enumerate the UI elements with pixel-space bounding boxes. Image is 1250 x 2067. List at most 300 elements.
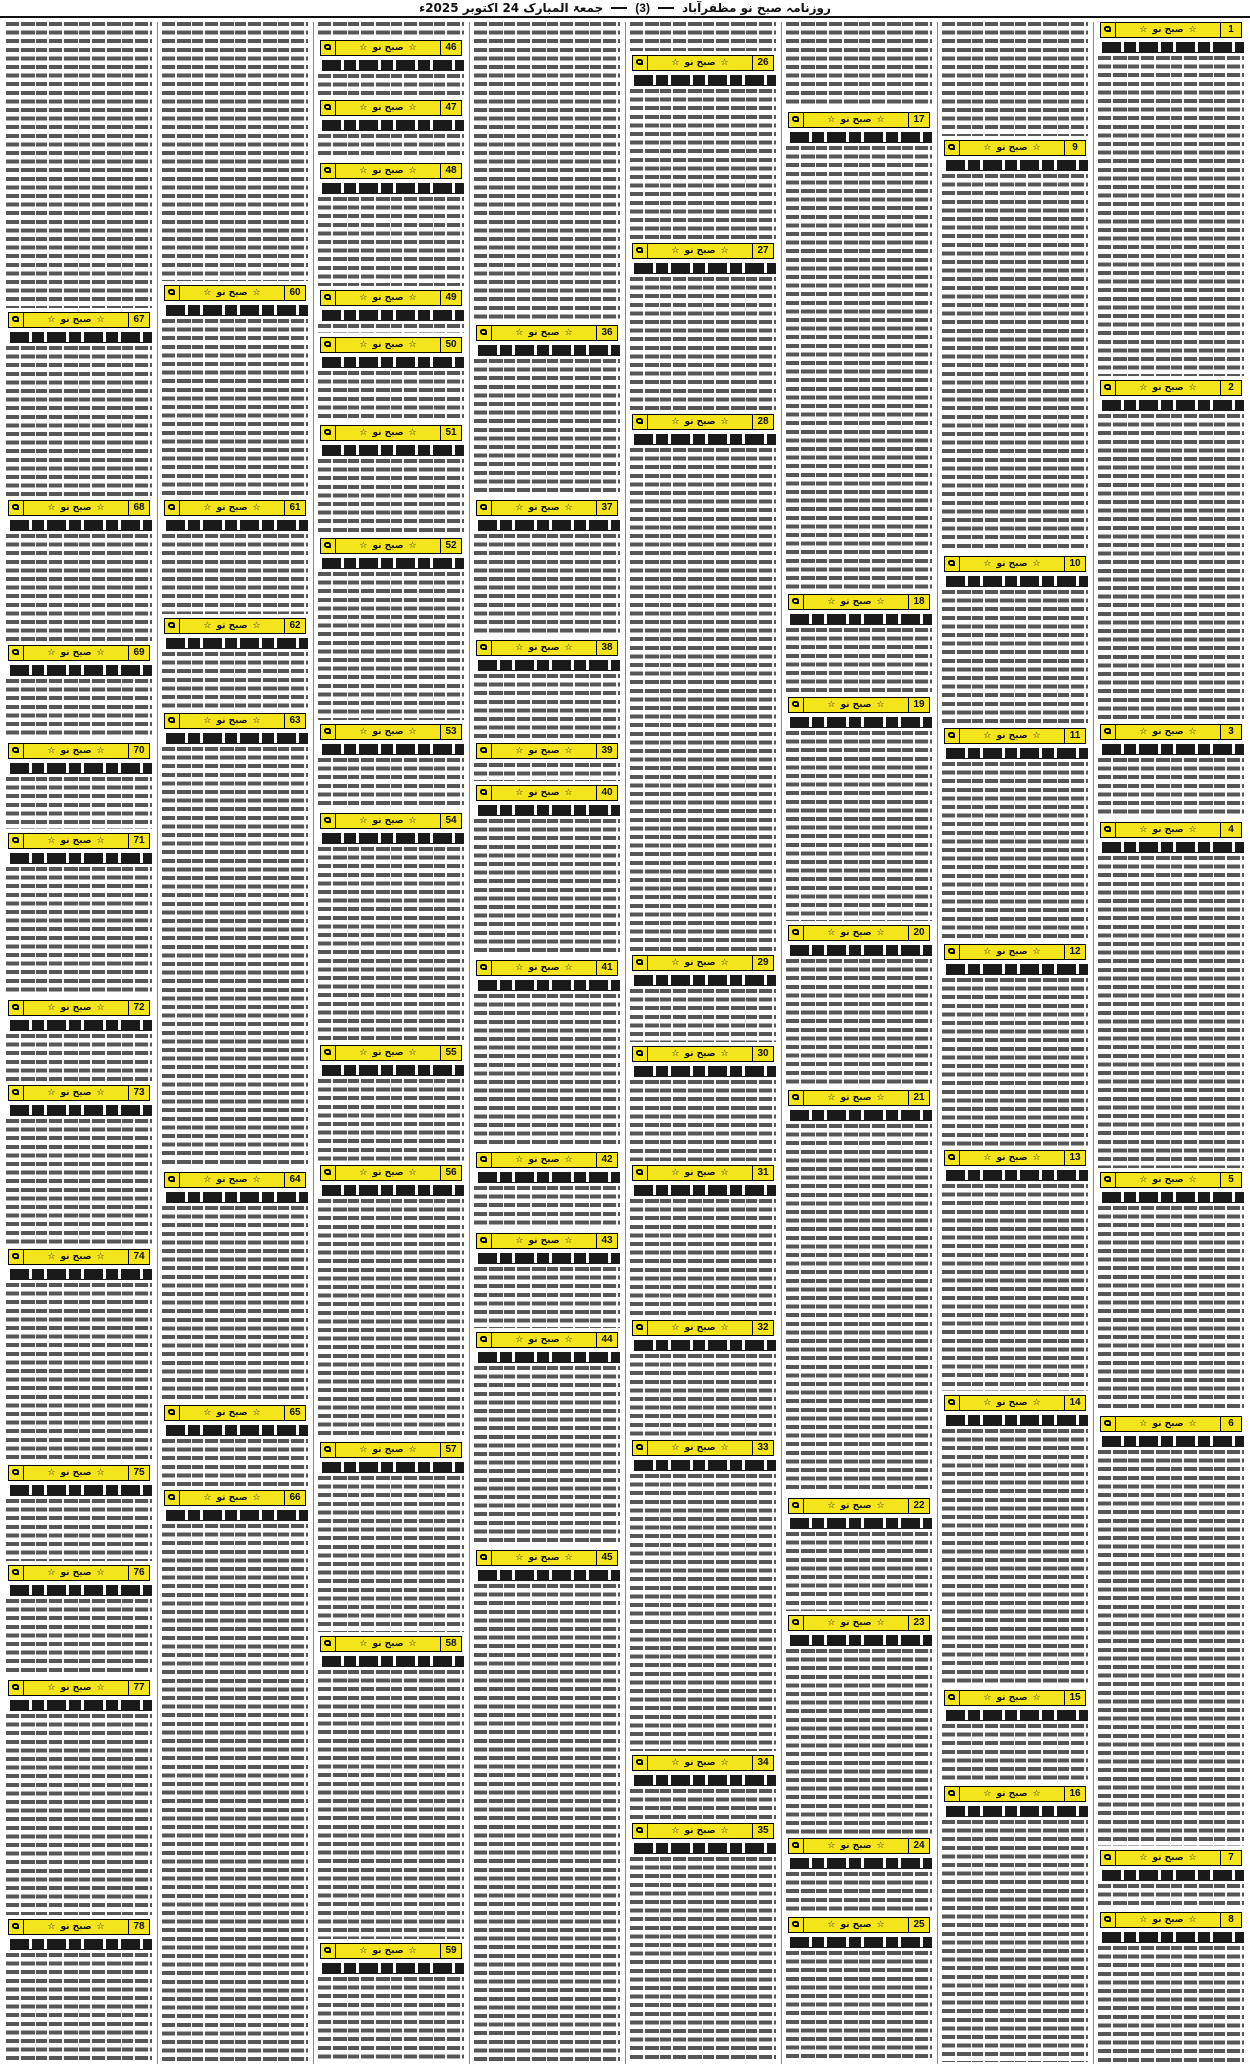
article-body xyxy=(786,22,932,108)
paper-logo-icon xyxy=(945,1691,960,1705)
item-label: صبح نو xyxy=(1152,382,1184,393)
item-label: صبح نو xyxy=(216,287,248,298)
item-number: 15 xyxy=(1064,1691,1085,1705)
item-label-group xyxy=(1116,381,1220,395)
star-icon: ☆ xyxy=(827,1500,836,1511)
star-icon: ☆ xyxy=(1032,1152,1041,1163)
article-headline xyxy=(1102,42,1244,53)
article-headline xyxy=(322,744,464,755)
article-body xyxy=(474,1186,620,1229)
article-headline xyxy=(1102,842,1244,853)
article-body xyxy=(318,572,464,720)
paper-logo-icon xyxy=(1101,1173,1116,1187)
news-item-header xyxy=(1100,822,1242,838)
star-icon: ☆ xyxy=(96,1682,105,1693)
item-label-group xyxy=(336,814,440,828)
article-headline xyxy=(322,558,464,569)
paper-logo-icon xyxy=(945,1396,960,1410)
item-label-group xyxy=(180,1491,284,1505)
item-label: صبح نو xyxy=(60,1087,92,1098)
item-label-group xyxy=(960,729,1064,743)
article-body xyxy=(318,1670,464,1939)
news-item-header xyxy=(476,1332,618,1348)
star-icon: ☆ xyxy=(515,1154,524,1165)
item-label: صبح نو xyxy=(996,1692,1028,1703)
item-number: 61 xyxy=(284,501,305,515)
star-icon: ☆ xyxy=(203,502,212,513)
item-label-group xyxy=(336,41,440,55)
star-icon: ☆ xyxy=(876,1919,885,1930)
item-number: 22 xyxy=(908,1499,929,1513)
star-icon: ☆ xyxy=(827,699,836,710)
article-body xyxy=(630,1080,776,1161)
paper-logo-icon xyxy=(477,744,492,758)
star-icon: ☆ xyxy=(1032,1397,1041,1408)
item-label: صبح نو xyxy=(684,416,716,427)
item-label-group xyxy=(180,619,284,633)
star-icon: ☆ xyxy=(876,114,885,125)
item-number: 3 xyxy=(1220,725,1241,739)
star-icon: ☆ xyxy=(252,620,261,631)
item-label: صبح نو xyxy=(372,165,404,176)
article-body xyxy=(318,371,464,421)
star-icon: ☆ xyxy=(96,1002,105,1013)
item-label: صبح نو xyxy=(60,835,92,846)
paper-logo-icon xyxy=(9,313,24,327)
item-number: 50 xyxy=(440,338,461,352)
paper-logo-icon xyxy=(477,641,492,655)
paper-logo-icon xyxy=(945,1787,960,1801)
article-headline xyxy=(634,1066,776,1077)
paper-logo-icon xyxy=(9,1466,24,1480)
star-icon: ☆ xyxy=(564,787,573,798)
paper-logo-icon xyxy=(321,291,336,305)
item-number: 75 xyxy=(128,1466,149,1480)
item-label-group xyxy=(336,1944,440,1958)
item-number: 17 xyxy=(908,113,929,127)
news-item-header xyxy=(944,556,1086,572)
news-item-header xyxy=(320,1442,462,1458)
paper-logo-icon xyxy=(321,814,336,828)
news-item-header xyxy=(8,1000,150,1016)
item-label: صبح نو xyxy=(216,502,248,513)
paper-logo-icon xyxy=(1101,381,1116,395)
item-number: 1 xyxy=(1220,23,1241,37)
article-headline xyxy=(634,434,776,445)
article-headline xyxy=(10,1269,152,1280)
item-label: صبح نو xyxy=(684,1167,716,1178)
article-body xyxy=(1098,414,1244,720)
item-label: صبح نو xyxy=(996,142,1028,153)
news-column xyxy=(4,22,154,2064)
article-body xyxy=(630,277,776,410)
article-body xyxy=(6,679,152,739)
item-number: 57 xyxy=(440,1443,461,1457)
article-headline xyxy=(322,1185,464,1196)
paper-logo-icon xyxy=(165,1173,180,1187)
item-number: 53 xyxy=(440,725,461,739)
item-label-group xyxy=(1116,23,1220,37)
article-body xyxy=(1098,1884,1244,1908)
paper-logo-icon xyxy=(633,1441,648,1455)
star-icon: ☆ xyxy=(876,596,885,607)
news-item-header xyxy=(8,1085,150,1101)
news-item-header xyxy=(320,1636,462,1652)
item-label: صبح نو xyxy=(216,1407,248,1418)
star-icon: ☆ xyxy=(720,1167,729,1178)
item-label: صبح نو xyxy=(528,787,560,798)
article-headline xyxy=(478,520,620,531)
article-body xyxy=(162,534,308,614)
item-label-group xyxy=(24,313,128,327)
paper-logo-icon xyxy=(477,1153,492,1167)
star-icon: ☆ xyxy=(671,245,680,256)
star-icon: ☆ xyxy=(564,1552,573,1563)
paper-logo-icon xyxy=(789,698,804,712)
item-label: صبح نو xyxy=(1152,1914,1184,1925)
item-number: 6 xyxy=(1220,1417,1241,1431)
article-headline xyxy=(166,638,308,649)
star-icon: ☆ xyxy=(1188,1914,1197,1925)
star-icon: ☆ xyxy=(720,1048,729,1059)
news-columns xyxy=(0,22,1250,2064)
article-headline xyxy=(946,964,1088,975)
item-number: 60 xyxy=(284,286,305,300)
news-item-header xyxy=(788,594,930,610)
item-number: 46 xyxy=(440,41,461,55)
item-number: 2 xyxy=(1220,381,1241,395)
star-icon: ☆ xyxy=(1188,1174,1197,1185)
item-label: صبح نو xyxy=(216,715,248,726)
article-headline xyxy=(10,853,152,864)
paper-logo-icon xyxy=(945,141,960,155)
paper-logo-icon xyxy=(321,164,336,178)
news-column xyxy=(1096,22,1246,2064)
paper-logo-icon xyxy=(9,501,24,515)
news-item-header xyxy=(320,538,462,554)
paper-logo-icon xyxy=(321,539,336,553)
item-label-group xyxy=(648,1756,752,1770)
news-item-header xyxy=(8,1249,150,1265)
star-icon: ☆ xyxy=(408,1444,417,1455)
news-item-header xyxy=(320,813,462,829)
article-headline xyxy=(322,445,464,456)
item-label: صبح نو xyxy=(840,699,872,710)
article-headline xyxy=(322,833,464,844)
item-number: 12 xyxy=(1064,945,1085,959)
star-icon: ☆ xyxy=(252,1492,261,1503)
item-number: 9 xyxy=(1064,141,1085,155)
star-icon: ☆ xyxy=(671,1167,680,1178)
article-headline xyxy=(946,1806,1088,1817)
paper-logo-icon xyxy=(477,1551,492,1565)
page-number: (3) xyxy=(635,1,650,15)
paper-logo-icon xyxy=(789,926,804,940)
item-label: صبح نو xyxy=(528,1235,560,1246)
article-body xyxy=(162,319,308,496)
item-number: 24 xyxy=(908,1839,929,1853)
item-label-group xyxy=(24,744,128,758)
star-icon: ☆ xyxy=(359,540,368,551)
article-body xyxy=(6,1599,152,1676)
item-label: صبح نو xyxy=(216,1492,248,1503)
item-number: 56 xyxy=(440,1166,461,1180)
article-headline xyxy=(478,1253,620,1264)
item-number: 54 xyxy=(440,814,461,828)
item-number: 14 xyxy=(1064,1396,1085,1410)
star-icon: ☆ xyxy=(671,1757,680,1768)
item-label-group xyxy=(804,1616,908,1630)
news-item-header xyxy=(476,1233,618,1249)
star-icon: ☆ xyxy=(671,416,680,427)
item-label: صبح نو xyxy=(60,314,92,325)
star-icon: ☆ xyxy=(983,1788,992,1799)
article-body xyxy=(474,763,620,781)
article-body xyxy=(6,777,152,829)
news-item-header xyxy=(320,724,462,740)
star-icon: ☆ xyxy=(564,1235,573,1246)
article-body xyxy=(162,1206,308,1401)
news-item-header xyxy=(632,1320,774,1336)
star-icon: ☆ xyxy=(564,962,573,973)
news-item-header xyxy=(632,1165,774,1181)
item-number: 69 xyxy=(128,646,149,660)
item-label-group xyxy=(960,557,1064,571)
star-icon: ☆ xyxy=(96,647,105,658)
article-headline xyxy=(946,1415,1088,1426)
star-icon: ☆ xyxy=(252,502,261,513)
article-body xyxy=(6,346,152,496)
item-number: 30 xyxy=(752,1047,773,1061)
paper-logo-icon xyxy=(165,1406,180,1420)
item-number: 27 xyxy=(752,244,773,258)
item-number: 37 xyxy=(596,501,617,515)
item-label-group xyxy=(1116,725,1220,739)
item-label: صبح نو xyxy=(60,1467,92,1478)
paper-logo-icon xyxy=(321,338,336,352)
article-body xyxy=(1098,1450,1244,1846)
star-icon: ☆ xyxy=(983,558,992,569)
article-body xyxy=(318,1079,464,1161)
star-icon: ☆ xyxy=(827,596,836,607)
star-icon: ☆ xyxy=(359,1167,368,1178)
paper-logo-icon xyxy=(633,1824,648,1838)
star-icon: ☆ xyxy=(515,745,524,756)
news-item-header xyxy=(1100,22,1242,38)
news-item-header xyxy=(944,1395,1086,1411)
article-body xyxy=(318,197,464,286)
paper-logo-icon xyxy=(1101,725,1116,739)
article-body xyxy=(1098,1946,1244,2062)
article-headline xyxy=(10,520,152,531)
star-icon: ☆ xyxy=(1032,558,1041,569)
paper-logo-icon xyxy=(321,1637,336,1651)
star-icon: ☆ xyxy=(408,42,417,53)
item-label-group xyxy=(336,338,440,352)
article-headline xyxy=(478,980,620,991)
article-body xyxy=(318,324,464,333)
item-number: 8 xyxy=(1220,1913,1241,1927)
item-label-group xyxy=(24,1466,128,1480)
news-item-header xyxy=(476,325,618,341)
star-icon: ☆ xyxy=(1032,1692,1041,1703)
paper-logo-icon xyxy=(633,1166,648,1180)
news-column xyxy=(316,22,466,2064)
article-body xyxy=(630,1474,776,1751)
paper-logo-icon xyxy=(477,786,492,800)
item-label-group xyxy=(1116,1173,1220,1187)
item-label-group xyxy=(492,641,596,655)
article-headline xyxy=(322,310,464,321)
item-label-group xyxy=(960,945,1064,959)
item-label: صبح نو xyxy=(60,745,92,756)
star-icon: ☆ xyxy=(203,1407,212,1418)
item-label: صبح نو xyxy=(840,927,872,938)
star-icon: ☆ xyxy=(47,1002,56,1013)
article-body xyxy=(630,89,776,239)
item-number: 41 xyxy=(596,961,617,975)
paper-logo-icon xyxy=(321,426,336,440)
item-number: 43 xyxy=(596,1234,617,1248)
news-item-header xyxy=(944,1150,1086,1166)
item-label-group xyxy=(804,1839,908,1853)
paper-logo-icon xyxy=(789,1616,804,1630)
star-icon: ☆ xyxy=(720,1825,729,1836)
star-icon: ☆ xyxy=(983,1692,992,1703)
item-label: صبح نو xyxy=(684,245,716,256)
star-icon: ☆ xyxy=(203,1174,212,1185)
paper-logo-icon xyxy=(9,744,24,758)
item-number: 49 xyxy=(440,291,461,305)
star-icon: ☆ xyxy=(564,1154,573,1165)
item-label-group xyxy=(24,1681,128,1695)
star-icon: ☆ xyxy=(983,1397,992,1408)
news-item-header xyxy=(1100,380,1242,396)
article-body xyxy=(942,1724,1088,1782)
star-icon: ☆ xyxy=(1139,1418,1148,1429)
star-icon: ☆ xyxy=(47,1467,56,1478)
item-number: 4 xyxy=(1220,823,1241,837)
article-headline xyxy=(10,1105,152,1116)
star-icon: ☆ xyxy=(827,927,836,938)
item-label: صبح نو xyxy=(372,1638,404,1649)
star-icon: ☆ xyxy=(876,1617,885,1628)
item-number: 44 xyxy=(596,1333,617,1347)
item-number: 66 xyxy=(284,1491,305,1505)
star-icon: ☆ xyxy=(203,1492,212,1503)
item-number: 7 xyxy=(1220,1851,1241,1865)
star-icon: ☆ xyxy=(47,314,56,325)
news-item-header xyxy=(476,743,618,759)
item-number: 36 xyxy=(596,326,617,340)
news-item-header xyxy=(632,1823,774,1839)
news-item-header xyxy=(1100,724,1242,740)
item-label-group xyxy=(492,744,596,758)
star-icon: ☆ xyxy=(47,1921,56,1932)
article-headline xyxy=(166,520,308,531)
paper-logo-icon xyxy=(9,1681,24,1695)
article-headline xyxy=(322,1963,464,1974)
item-label: صبح نو xyxy=(60,1921,92,1932)
star-icon: ☆ xyxy=(1188,824,1197,835)
paper-logo-icon xyxy=(321,101,336,115)
article-headline xyxy=(634,1185,776,1196)
item-label: صبح نو xyxy=(996,1788,1028,1799)
news-item-header xyxy=(476,1152,618,1168)
star-icon: ☆ xyxy=(515,1552,524,1563)
item-label: صبح نو xyxy=(372,1047,404,1058)
article-headline xyxy=(322,1065,464,1076)
star-icon: ☆ xyxy=(47,1567,56,1578)
article-body xyxy=(786,146,932,590)
masthead-divider xyxy=(658,7,674,9)
article-body xyxy=(474,994,620,1148)
article-headline xyxy=(478,1172,620,1183)
star-icon: ☆ xyxy=(1032,730,1041,741)
item-number: 38 xyxy=(596,641,617,655)
star-icon: ☆ xyxy=(47,835,56,846)
paper-logo-icon xyxy=(477,326,492,340)
article-headline xyxy=(478,660,620,671)
star-icon: ☆ xyxy=(359,292,368,303)
news-item-header xyxy=(164,618,306,634)
item-label: صبح نو xyxy=(840,1500,872,1511)
article-body xyxy=(942,1184,1088,1391)
star-icon: ☆ xyxy=(408,1167,417,1178)
item-label: صبح نو xyxy=(372,1167,404,1178)
article-body xyxy=(474,534,620,636)
star-icon: ☆ xyxy=(720,957,729,968)
article-headline xyxy=(322,60,464,71)
item-label: صبح نو xyxy=(996,730,1028,741)
article-headline xyxy=(478,345,620,356)
article-headline xyxy=(634,1843,776,1854)
news-item-header xyxy=(8,645,150,661)
news-item-header xyxy=(476,500,618,516)
article-body xyxy=(318,1977,464,2062)
article-body xyxy=(942,174,1088,552)
article-headline xyxy=(1102,1436,1244,1447)
news-item-header xyxy=(788,1838,930,1854)
news-item-header xyxy=(788,1090,930,1106)
star-icon: ☆ xyxy=(515,327,524,338)
article-body xyxy=(6,534,152,641)
item-number: 64 xyxy=(284,1173,305,1187)
star-icon: ☆ xyxy=(408,540,417,551)
article-body xyxy=(6,1283,152,1461)
item-label-group xyxy=(804,698,908,712)
item-number: 16 xyxy=(1064,1787,1085,1801)
item-label: صبح نو xyxy=(684,1442,716,1453)
item-label-group xyxy=(804,113,908,127)
star-icon: ☆ xyxy=(408,292,417,303)
article-body xyxy=(786,628,932,693)
star-icon: ☆ xyxy=(671,57,680,68)
news-item-header xyxy=(476,1550,618,1566)
article-body xyxy=(474,1267,620,1328)
item-number: 76 xyxy=(128,1566,149,1580)
paper-logo-icon xyxy=(789,1918,804,1932)
item-number: 35 xyxy=(752,1824,773,1838)
item-label: صبح نو xyxy=(684,1757,716,1768)
item-number: 34 xyxy=(752,1756,773,1770)
article-headline xyxy=(166,733,308,744)
star-icon: ☆ xyxy=(96,745,105,756)
item-label: صبح نو xyxy=(372,815,404,826)
item-label-group xyxy=(24,1566,128,1580)
item-number: 65 xyxy=(284,1406,305,1420)
star-icon: ☆ xyxy=(1139,1852,1148,1863)
